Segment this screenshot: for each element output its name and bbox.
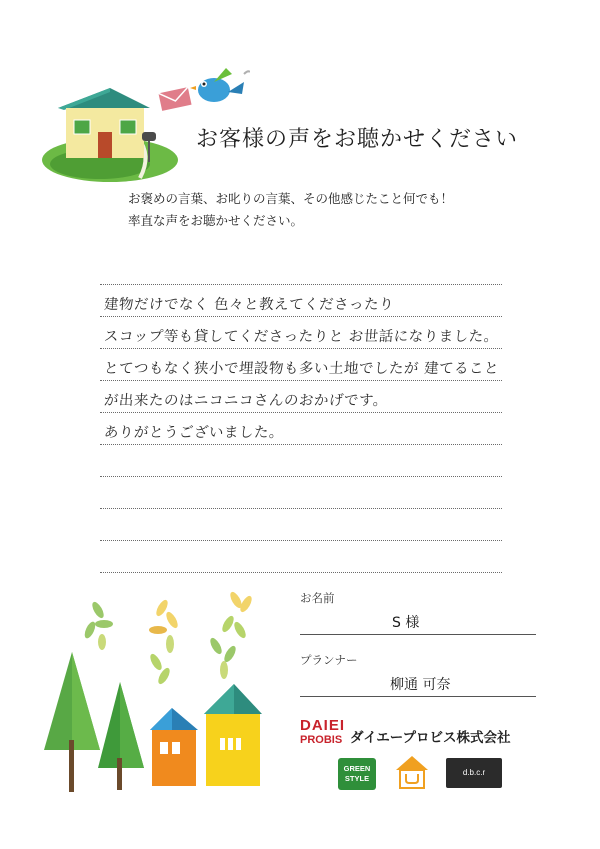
page-title: お客様の声をお聴かせください	[196, 127, 519, 152]
comment-text: 建物だけでなく 色々と教えてくださったり	[103, 297, 395, 313]
comment-area	[100, 278, 502, 573]
comment-text: とてつもなく狭小で埋設物も多い土地でしたが 建てること	[103, 361, 500, 377]
intro-line-2: 率直な声をお聴かせください。	[128, 213, 304, 228]
customer-name-line	[300, 634, 536, 635]
customer-name-value: S 様	[392, 615, 420, 631]
company-name: ダイエープロビス株式会社	[350, 730, 511, 746]
comment-line	[100, 381, 502, 413]
comment-line	[100, 317, 502, 349]
house-logo-icon	[392, 752, 432, 792]
flower-icon	[83, 600, 113, 650]
comment-line	[100, 541, 502, 573]
bird-icon	[190, 64, 250, 110]
comment-line	[100, 349, 502, 381]
flower-icon	[148, 598, 180, 686]
comment-line	[100, 285, 502, 317]
envelope-icon	[158, 86, 192, 112]
planner-label: プランナー	[300, 653, 358, 667]
comment-line	[100, 445, 502, 477]
customer-name-label: お名前	[300, 591, 335, 605]
trees-houses-illustration	[40, 590, 280, 800]
brand-dark-text: d.b.c.r	[462, 768, 486, 777]
green-style-line-2: STYLE	[344, 774, 370, 783]
flower-icon	[208, 590, 254, 679]
comment-text: が出来たのはニコニコさんのおかげです。	[103, 393, 389, 409]
green-style-line-1: GREEN	[343, 764, 371, 773]
company-logo	[300, 718, 345, 746]
planner-line	[300, 696, 536, 697]
comment-line	[100, 509, 502, 541]
ruled-line	[100, 278, 502, 285]
planner-value: 柳通 可奈	[390, 677, 451, 693]
logo-bottom-text: PROBIS	[300, 734, 343, 746]
intro-text	[128, 188, 453, 232]
comment-text: ありがとうございました。	[103, 425, 285, 441]
logo-top-text: DAIEI	[300, 717, 346, 734]
brand-dark-badge	[446, 758, 502, 788]
green-style-badge	[338, 758, 376, 790]
comment-text: スコップ等も貸してくださったりと お世話になりました。	[103, 329, 500, 345]
house-illustration	[40, 60, 200, 190]
comment-line	[100, 413, 502, 445]
comment-line	[100, 477, 502, 509]
intro-line-1: お褒めの言葉、お叱りの言葉、その他感じたこと何でも！	[128, 191, 454, 206]
